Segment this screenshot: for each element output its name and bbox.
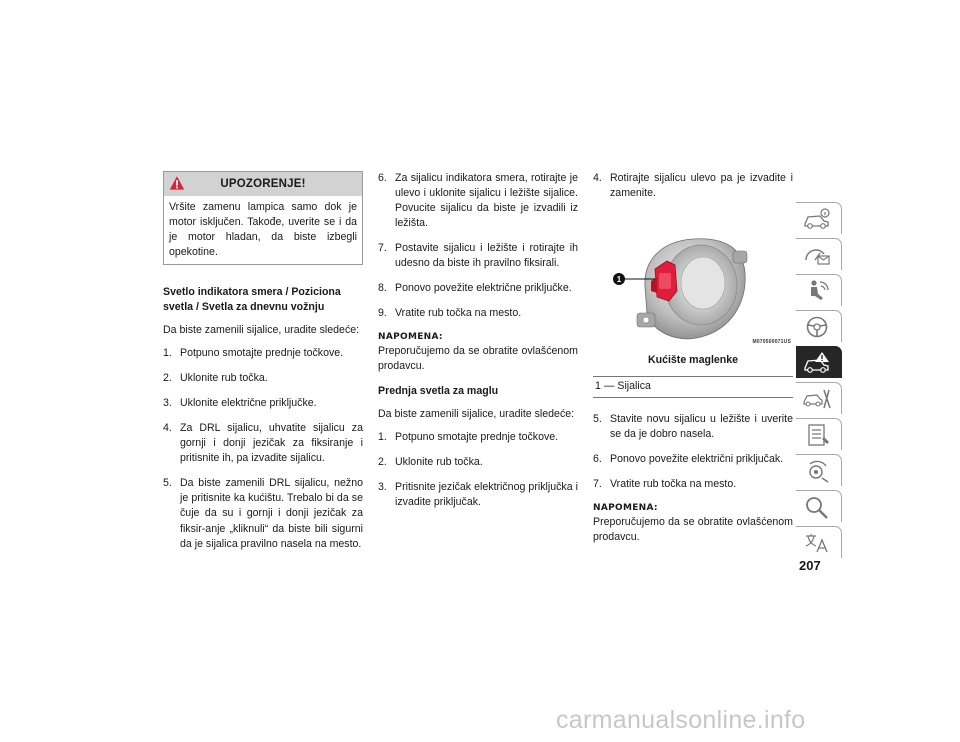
steps-list	[378, 171, 578, 321]
figure-legend: 1 — Sijalica	[593, 377, 793, 398]
list-item	[593, 452, 793, 467]
step-text: Stavite novu sijalicu u ležište i uverite se da je dobro nasela.	[610, 413, 793, 441]
step-text: Za sijalicu indikatora smera, rotirajte je ulevo i uklonite sijalicu i ležište sijalice. Povucite sijalicu da biste je izvadili iz ležišta.	[395, 172, 578, 230]
list-item	[163, 371, 363, 386]
multimedia-icon	[802, 458, 832, 484]
step-number: 1.	[163, 347, 172, 360]
step-number: 1.	[378, 431, 387, 444]
step-number: 5.	[163, 477, 172, 490]
tab-specifications[interactable]	[796, 418, 842, 450]
step-text: Pritisnite jezičak električnog priključka i izvadite priključak.	[395, 481, 578, 509]
step-text: Ponovo povežite električni priključak.	[610, 453, 784, 466]
warning-title: UPOZORENJE!	[220, 178, 306, 190]
list-item	[378, 241, 578, 271]
step-number: 4.	[593, 172, 602, 184]
intro-text: Da biste zamenili sijalice, uradite sledeće:	[378, 408, 575, 421]
step-text: Vratite rub točka na mesto.	[610, 478, 737, 491]
step-number: 9.	[378, 307, 387, 320]
page-number: 207	[799, 558, 821, 573]
step-number: 7.	[593, 478, 602, 491]
steps-list	[163, 346, 363, 551]
step-number: 6.	[378, 172, 387, 184]
list-item	[593, 412, 793, 442]
note-label: NAPOMENA:	[378, 332, 443, 343]
tab-service[interactable]	[796, 382, 842, 414]
step-text: Da biste zamenili DRL sijalicu, nežno je pritisnite ka kućištu. Trebalo bi da se čuje da su i gornji i donji jezičak za fiksir-anje „kliknuli“ da biste bili sigurni da je sijalica pravilno nasela na mesto.	[180, 477, 363, 550]
steps-list	[593, 171, 793, 201]
tab-safety[interactable]	[796, 274, 842, 306]
step-text: Uklonite električne priključke.	[180, 397, 317, 410]
fog-lamp-housing-figure	[593, 211, 793, 351]
list-item	[163, 476, 363, 551]
tab-driving[interactable]	[796, 310, 842, 342]
tab-car-info[interactable]	[796, 202, 842, 234]
step-text: Za DRL sijalicu, uhvatite sijalicu za gornji i donji jezičak za fiksiranje i pritisnite ih, pa izvadite sijalicu.	[180, 422, 363, 465]
list-item	[378, 306, 578, 321]
seat-safety-icon	[802, 278, 832, 304]
list-item	[378, 430, 578, 445]
list-item	[378, 171, 578, 231]
column-right	[593, 171, 793, 555]
steps-list	[593, 412, 793, 492]
specifications-list-icon	[802, 422, 832, 448]
note-text: Preporučujemo da se obratite ovlašćenom prodavcu.	[378, 345, 578, 373]
dashboard-message-icon	[802, 242, 832, 268]
emergency-hazard-icon	[802, 350, 832, 376]
step-number: 7.	[378, 242, 387, 255]
callout-number: 1	[616, 275, 622, 285]
step-text: Uklonite rub točka.	[180, 372, 268, 385]
step-number: 3.	[163, 397, 172, 410]
step-text: Potpuno smotajte prednje točkove.	[395, 431, 559, 444]
step-text: Rotirajte sijalicu ulevo pa je izvadite i zamenite.	[610, 172, 793, 200]
warning-triangle-icon	[169, 175, 185, 191]
index-search-icon	[802, 494, 832, 520]
service-tools-icon	[802, 386, 832, 412]
tab-language[interactable]	[796, 526, 842, 558]
tab-multimedia[interactable]	[796, 454, 842, 486]
car-info-icon	[802, 206, 832, 232]
list-item	[378, 281, 578, 296]
chapter-tabs	[796, 202, 842, 562]
list-item	[593, 171, 793, 201]
warning-box	[163, 171, 363, 265]
step-text: Postavite sijalicu i ležište i rotirajte ih udesno da biste ih pravilno fiksirali.	[395, 242, 578, 270]
watermark: carmanualsonline.info	[556, 706, 806, 734]
step-text: Uklonite rub točka.	[395, 456, 483, 469]
step-text: Potpuno smotajte prednje točkove.	[180, 347, 344, 360]
figure-code: M070500071US	[752, 339, 791, 346]
warning-header	[164, 172, 362, 196]
step-text: Ponovo povežite električne priključke.	[395, 282, 572, 295]
list-item	[163, 396, 363, 411]
list-item	[378, 455, 578, 470]
note-text: Preporučujemo da se obratite ovlašćenom prodavcu.	[593, 516, 793, 544]
step-number: 8.	[378, 282, 387, 295]
tab-dashboard[interactable]	[796, 238, 842, 270]
list-item	[378, 480, 578, 510]
column-left	[163, 171, 363, 562]
list-item	[163, 346, 363, 361]
column-middle	[378, 171, 578, 520]
step-number: 4.	[163, 422, 172, 435]
step-number: 3.	[378, 481, 387, 494]
note-label: NAPOMENA:	[593, 503, 658, 514]
tab-emergency[interactable]	[796, 346, 842, 378]
list-item	[163, 421, 363, 466]
list-item	[593, 477, 793, 492]
language-icon	[802, 530, 832, 556]
intro-text: Da biste zamenili sijalice, uradite sledeće:	[163, 324, 360, 337]
step-number: 2.	[163, 372, 172, 385]
fog-lamp-illustration	[593, 211, 793, 351]
steering-wheel-icon	[802, 314, 832, 340]
step-text: Vratite rub točka na mesto.	[395, 307, 522, 320]
tab-index[interactable]	[796, 490, 842, 522]
figure-caption: Kućište maglenke	[647, 354, 739, 367]
step-number: 2.	[378, 456, 387, 469]
step-number: 5.	[593, 413, 602, 426]
warning-text: Vršite zamenu lampica samo dok je motor isključen. Takođe, uverite se i da je motor hladan, da biste izbegli opekotine.	[169, 201, 357, 259]
section-heading-fog-lights: Prednja svetla za maglu	[378, 385, 499, 398]
steps-list	[378, 430, 578, 510]
step-number: 6.	[593, 453, 602, 466]
section-heading-turn-signal: Svetlo indikatora smera / Poziciona svetla / Svetla za dnevnu vožnju	[163, 286, 341, 314]
